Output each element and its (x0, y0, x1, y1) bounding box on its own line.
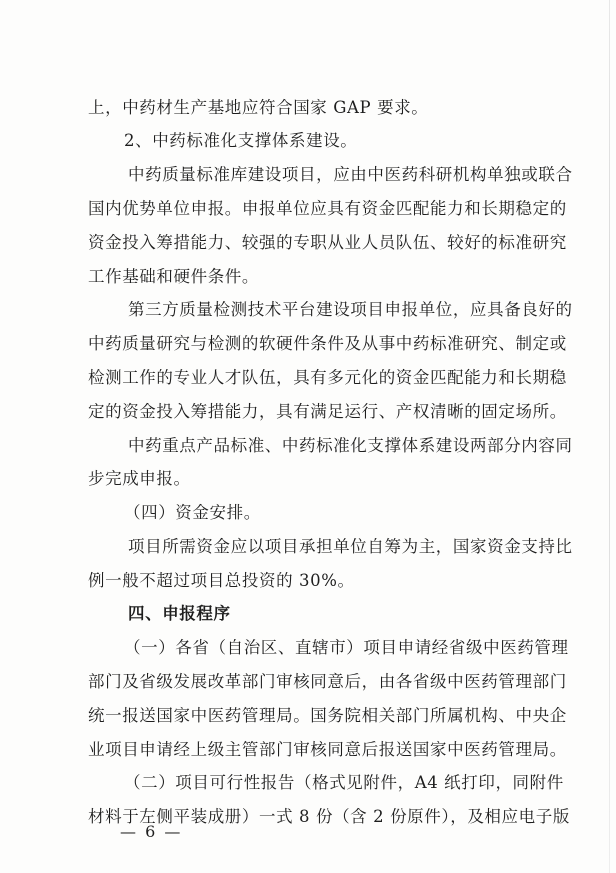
section-heading: 四、申报程序 (128, 604, 231, 623)
scan-edge (609, 0, 610, 873)
text-line-14: 项目所需资金应以项目承担单位自筹为主，国家资金支持比 (128, 537, 573, 556)
page-number: — 6 — (120, 822, 183, 841)
text-line-3: 中药质量标准库建设项目，应由中医药科研机构单独或联合 (128, 165, 573, 184)
text-line-9: 检测工作的专业人才队伍，具有多元化的资金匹配能力和长期稳 (88, 368, 567, 387)
text-line-12: 步完成申报。 (88, 469, 191, 488)
text-line-5: 资金投入筹措能力、较强的专职从业人员队伍、较好的标准研究 (88, 233, 567, 252)
text-line-8: 中药质量研究与检测的软硬件条件及从事中药标准研究、制定或 (88, 334, 567, 353)
text-line-6: 工作基础和硬件条件。 (88, 267, 259, 286)
text-line-15: 例一般不超过项目总投资的 30%。 (88, 571, 355, 590)
text-line-7: 第三方质量检测技术平台建设项目申报单位，应具备良好的 (128, 300, 573, 319)
text-line-20: 业项目申请经上级主管部门审核同意后报送国家中医药管理局。 (88, 740, 567, 759)
text-line-18: 部门及省级发展改革部门审核同意后，由各省级中医药管理部门 (88, 672, 567, 691)
text-line-10: 定的资金投入筹措能力，具有满足运行、产权清晰的固定场所。 (88, 402, 567, 421)
text-line-11: 中药重点产品标准、中药标准化支撑体系建设两部分内容同 (128, 436, 573, 455)
text-line-2: 2、中药标准化支撑体系建设。 (124, 131, 358, 150)
text-line-19: 统一报送国家中医药管理局。国务院相关部门所属机构、中央企 (88, 706, 567, 725)
text-line-13: （四）资金安排。 (124, 503, 261, 522)
text-line-22: 材料于左侧平装成册）一式 8 份（含 2 份原件），及相应电子版 (88, 807, 570, 826)
text-line-17: （一）各省（自治区、直辖市）项目申请经省级中医药管理 (124, 638, 569, 657)
text-line-1: 上，中药材生产基地应符合国家 GAP 要求。 (88, 98, 429, 117)
text-line-21: （二）项目可行性报告（格式见附件，A4 纸打印，同附件 (124, 773, 564, 792)
text-line-4: 国内优势单位申报。申报单位应具有资金匹配能力和长期稳定的 (88, 199, 567, 218)
